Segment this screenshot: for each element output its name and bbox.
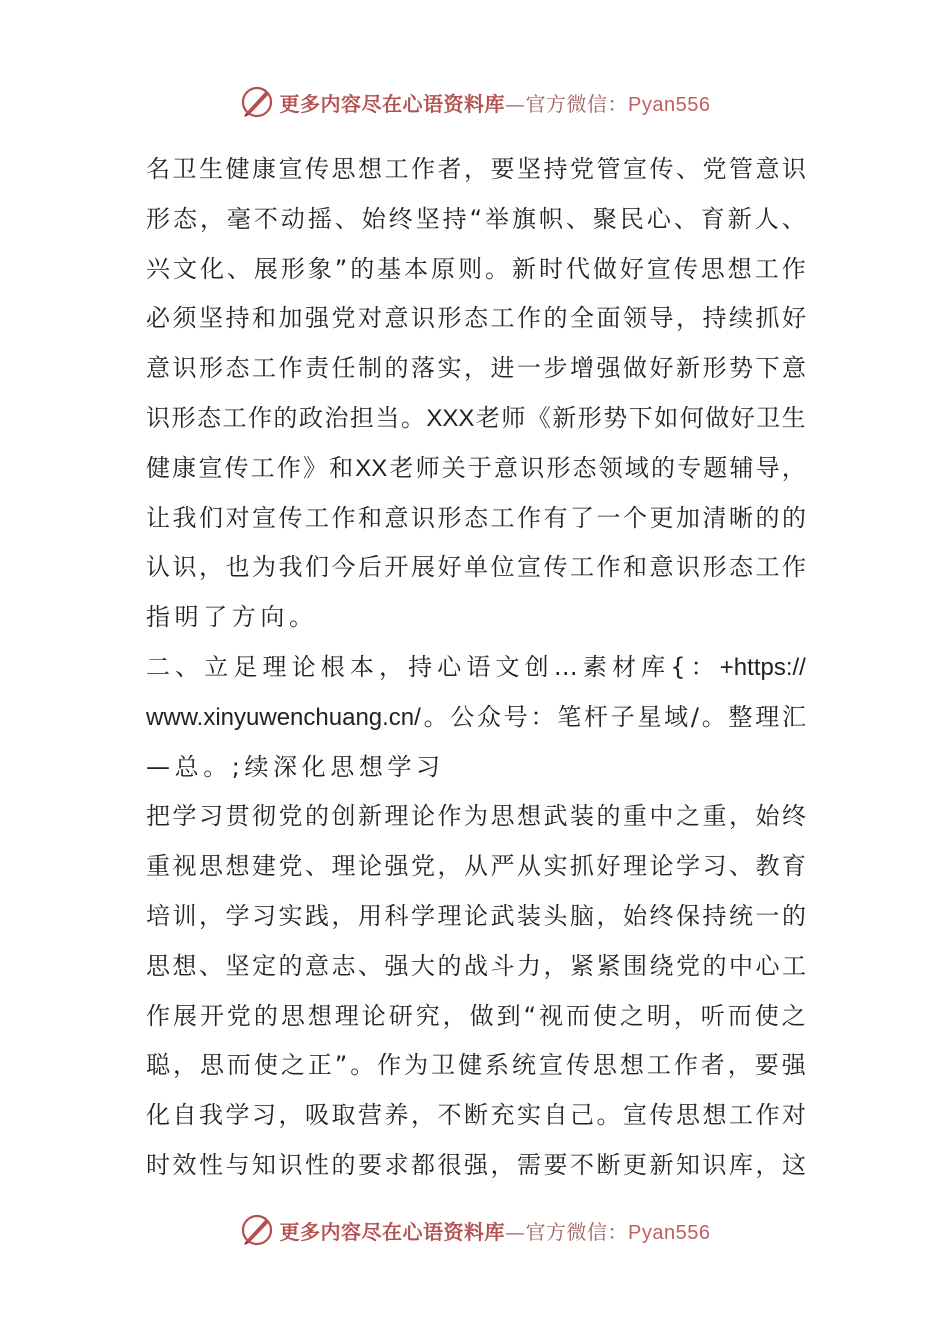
watermark-main: 更多内容尽在心语资料库 — [279, 91, 506, 116]
text-line: 名 卫 生 健 康 宣 传 思 想 工 作 者 ， 要 坚 持 党 管 宣 传 、 党 管 意 识 — [146, 155, 806, 183]
pen-logo-icon — [240, 85, 274, 119]
header-watermark-text — [280, 88, 711, 117]
text-line: www.xinyuwenchuang.cn/ 。 公 众 号 ： 笔 杆 子 星 域 / 。 整 理 汇 — [146, 702, 806, 731]
text-line: 让 我 们 对 宣 传 工 作 和 意 识 形 态 工 作 有 了 一 个 更 加 清 晰 的 的 — [146, 503, 806, 532]
text-line: 意 识 形 态 工 作 责 任 制 的 落 实 ， 进 一 步 增 强 做 好 新 形 势 下 意 — [146, 354, 806, 383]
text-line: 必 须 坚 持 和 加 强 党 对 意 识 形 态 工 作 的 全 面 领 导 ， 持 续 抓 好 — [146, 304, 806, 333]
text-line: 聪 ， 思 而 使 之 正 ” 。 作 为 卫 健 系 统 宣 传 思 想 工 作 者 ， 要 强 — [146, 1051, 806, 1080]
watermark-main: 更多内容尽在心语资料库 — [279, 1219, 506, 1244]
text-line: 化 自 我 学 习 ， 吸 取 营 养 ， 不 断 充 实 自 己 。 宣 传 思 想 工 作 对 — [146, 1101, 806, 1130]
text-line: 健 康 宣 传 工 作 》 和 XX 老 师 关 于 意 识 形 态 领 域 的 专 题 辅 导 ， — [146, 453, 806, 482]
watermark-id: Pyan556 — [628, 93, 711, 116]
pen-logo-icon — [240, 1213, 274, 1247]
text-line: 指 明 了 方 向 。 — [146, 603, 313, 632]
watermark-dash: — — [505, 91, 526, 116]
watermark-dash: — — [505, 1219, 526, 1244]
text-line: 培 训 ， 学 习 实 践 ， 用 科 学 理 论 武 装 头 脑 ， 始 终 保 持 统 一 的 — [146, 901, 806, 930]
text-line: — 总 。 ; 续 深 化 思 想 学 习 — [146, 752, 441, 781]
text-line: 兴 文 化 、 展 形 象 ” 的 基 本 原 则 。 新 时 代 做 好 宣 传 思 想 工 作 — [146, 254, 806, 283]
text-line: 识 形 态 工 作 的 政 治 担 当 。 XXX 老 师 《 新 形 势 下 如 何 做 好 卫 生 — [146, 403, 806, 432]
footer-watermark — [0, 1210, 950, 1250]
text-line: 时 效 性 与 知 识 性 的 要 求 都 很 强 ， 需 要 不 断 更 新 知 识 库 ， 这 — [146, 1150, 806, 1179]
text-line: 作 展 开 党 的 思 想 理 论 研 究 ， 做 到 “ 视 而 使 之 明 ， 听 而 使 之 — [146, 1001, 806, 1030]
text-line: 二 、 立 足 理 论 根 本 ， 持 心 语 文 创 … 素 材 库 { ： +https:// — [146, 652, 806, 681]
watermark-id: Pyan556 — [628, 1221, 711, 1244]
text-line: 认 识 ， 也 为 我 们 今 后 开 展 好 单 位 宣 传 工 作 和 意 识 形 态 工 作 — [146, 553, 806, 582]
document-body — [146, 145, 806, 1191]
text-line: 形 态 ， 毫 不 动 摇 、 始 终 坚 持 “ 举 旗 帜 、 聚 民 心 、 育 新 人 、 — [146, 204, 806, 233]
footer-watermark-text — [280, 1216, 711, 1245]
text-line: 把 学 习 贯 彻 党 的 创 新 理 论 作 为 思 想 武 装 的 重 中 之 重 ， 始 终 — [146, 802, 806, 831]
header-watermark — [0, 82, 950, 122]
text-line: 重 视 思 想 建 党 、 理 论 强 党 ， 从 严 从 实 抓 好 理 论 学 习 、 教 育 — [146, 852, 806, 881]
watermark-sub: 官方微信： — [525, 1219, 629, 1244]
watermark-sub: 官方微信： — [525, 91, 629, 116]
text-line: 思 想 、 坚 定 的 意 志 、 强 大 的 战 斗 力 ， 紧 紧 围 绕 党 的 中 心 工 — [146, 951, 806, 980]
